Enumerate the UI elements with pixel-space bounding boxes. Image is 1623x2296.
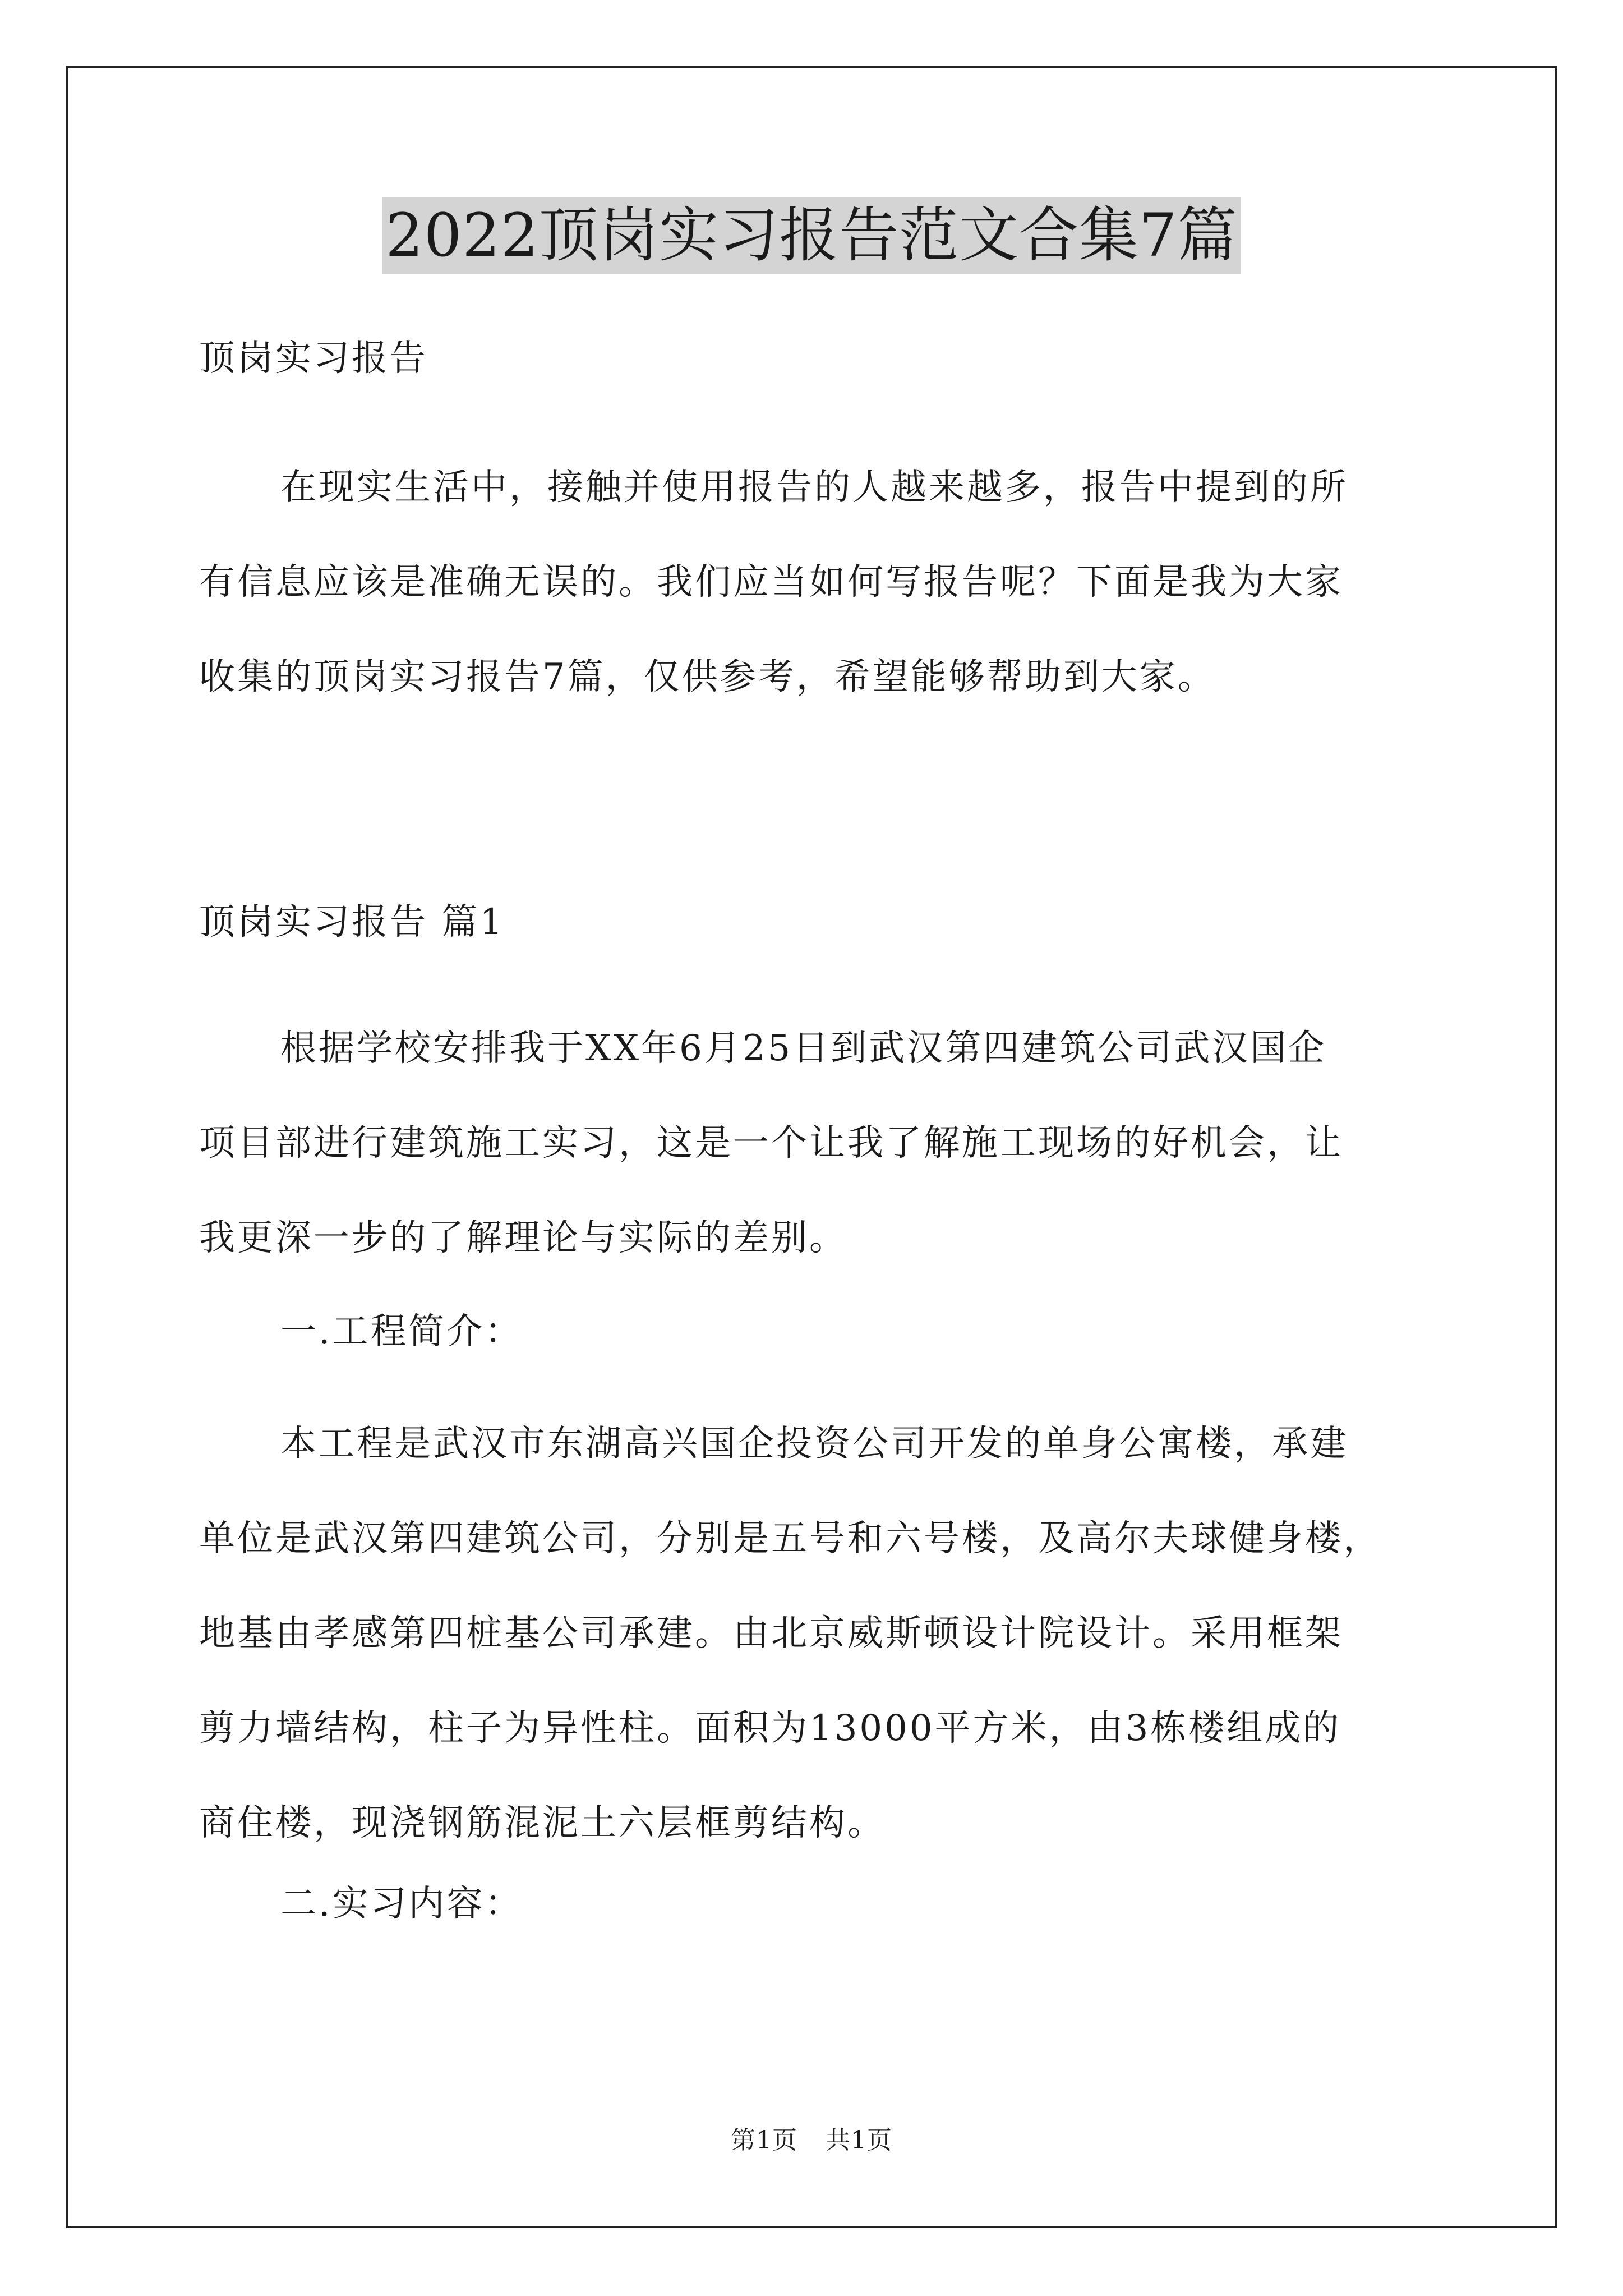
page-total: 共1页 — [826, 2126, 892, 2155]
heading-part1 — [199, 875, 1433, 970]
part1-paragraph — [199, 1001, 1433, 1286]
section1-heading — [199, 1285, 1433, 1379]
section2-heading — [199, 1857, 1433, 1952]
section1-line: 单位是武汉第四建筑公司，分别是五号和六号楼，及高尔夫球健身楼， — [199, 1518, 1381, 1559]
page-footer — [0, 2124, 1623, 2157]
page-number: 第1页 — [731, 2126, 797, 2155]
part1-line: 根据学校安排我于XX年6月25日到武汉第四建筑公司武汉国企 — [280, 1028, 1327, 1069]
intro-line: 有信息应该是准确无误的。我们应当如何写报告呢？下面是我为大家 — [199, 562, 1343, 603]
section1-line: 剪力墙结构，柱子为异性柱。面积为13000平方米，由3栋楼组成的 — [199, 1708, 1341, 1749]
heading-part1-text: 顶岗实习报告 篇1 — [199, 901, 505, 943]
intro-paragraph — [199, 440, 1433, 725]
section1-line: 地基由孝感第四桩基公司承建。由北京威斯顿设计院设计。采用框架 — [199, 1613, 1343, 1654]
heading-intro-text: 顶岗实习报告 — [199, 338, 428, 379]
intro-line: 在现实生活中，接触并使用报告的人越来越多，报告中提到的所 — [280, 467, 1348, 508]
title-wrap — [0, 197, 1623, 274]
heading-intro — [199, 311, 1433, 406]
section2-heading-text: 二.实习内容： — [280, 1883, 523, 1925]
section1-heading-text: 一.工程简介： — [280, 1311, 523, 1352]
section1-line: 本工程是武汉市东湖高兴国企投资公司开发的单身公寓楼，承建 — [280, 1423, 1348, 1465]
intro-line: 收集的顶岗实习报告7篇，仅供参考，希望能够帮助到大家。 — [199, 656, 1216, 698]
part1-line: 项目部进行建筑施工实习，这是一个让我了解施工现场的好机会，让 — [199, 1122, 1343, 1164]
section1-paragraph — [199, 1397, 1433, 1871]
section1-line: 商住楼，现浇钢筋混泥土六层框剪结构。 — [199, 1802, 886, 1844]
document-title: 2022顶岗实习报告范文合集7篇 — [382, 197, 1241, 274]
part1-line: 我更深一步的了解理论与实际的差别。 — [199, 1217, 847, 1259]
